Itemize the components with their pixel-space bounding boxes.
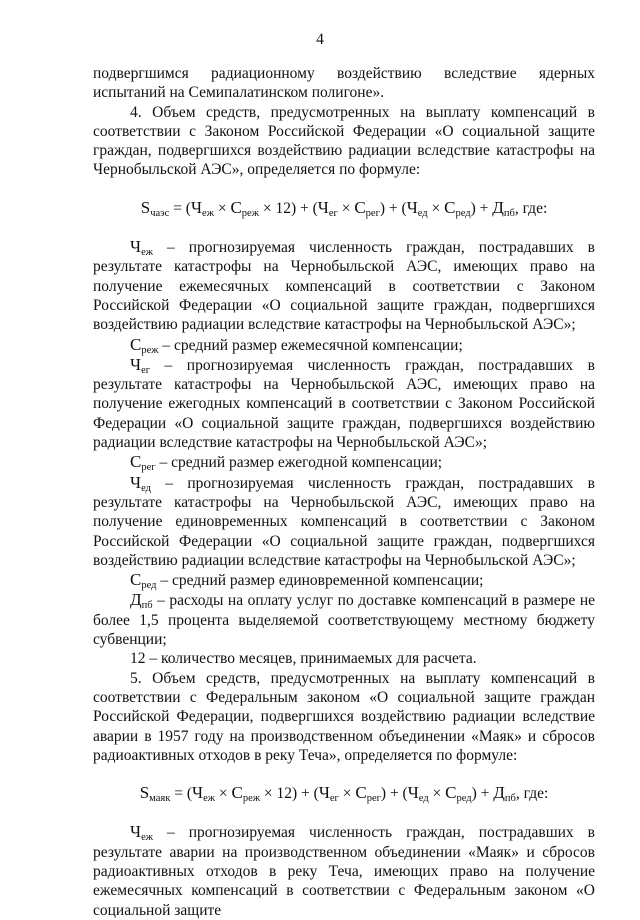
paragraph-item-5-intro: 5. Объем средств, предусмотренных на выплату компенсаций в соответствии с Федеральным законом «О социальной защите граждан Российской Федерации, подвергшихся воздействию радиации вследствие аварии в 1957 году на производственном объединении «Маяк» и сбросов радиоактивных отходов в реку Теча», определяется по формуле:: [93, 669, 595, 764]
formula-symbol: С: [230, 197, 242, 217]
definition-subscript: еж: [141, 247, 153, 259]
definition-c-reg: [93, 452, 595, 472]
definition-c-rezh: [93, 335, 595, 355]
formula-operator: ) +: [471, 785, 494, 803]
definition-text: – средний размер единовременной компенсации;: [156, 572, 484, 590]
formula-operator: = (: [170, 785, 192, 803]
formula-subscript: чаэс: [150, 207, 170, 219]
definition-c-red: [93, 570, 595, 590]
formula-operator: ) + (: [380, 785, 408, 803]
definition-subscript: еж: [141, 832, 153, 844]
formula-symbol: Ч: [407, 783, 419, 803]
definition-ch-eg: [93, 355, 595, 452]
formula-operator: = (: [169, 199, 191, 217]
definition-symbol: С: [130, 334, 142, 354]
formula-subscript: ег: [329, 793, 339, 805]
paragraph-item-4-intro: 4. Объем средств, предусмотренных на выплату компенсаций в соответствии с Законом Российской Федерации «О социальной защите граждан, подвергшихся воздействию радиации вследствие катастрофы на Чернобыльской АЭС», определяется по формуле:: [93, 103, 595, 179]
paragraph-continuation: подвергшимся радиационному воздействию вследствие ядерных испытаний на Семипалатинском полигоне».: [93, 65, 595, 102]
definition-subscript: ед: [141, 482, 151, 494]
formula-subscript: ед: [417, 207, 428, 219]
formula-mayak: [93, 783, 595, 803]
formula-subscript: рег: [366, 793, 381, 805]
definition-subscript: реж: [141, 344, 159, 356]
definition-text: – прогнозируемая численность граждан, пострадавших в результате катастрофы на Чернобыльской АЭС, имеющих право на получение ежемесячных компенсаций в соответствии с Законом Российской Федерации «О социальной защите граждан, подвергшихся воздействию радиации вследствие катастрофы на Чернобыльской АЭС»;: [93, 239, 595, 334]
formula-operator: ×: [338, 785, 356, 803]
definition-symbol: Ч: [130, 822, 142, 842]
definition-text: – прогнозируемая численность граждан, пострадавших в результате аварии на производственном объединении «Маяк» и сбросов радиоактивных отходов в реку Теча, имеющих право на получение ежемесячных компенсаций в соответствии с Федеральным законом «О социальной защите: [93, 824, 595, 919]
formula-subscript: ред: [455, 207, 471, 219]
formula-operator: ×: [213, 199, 231, 217]
formula-symbol: С: [445, 783, 457, 803]
formula-symbol: Д: [492, 197, 504, 217]
formula-subscript: ег: [328, 207, 338, 219]
page-number: 4: [316, 31, 324, 48]
formula-subscript: ед: [418, 793, 429, 805]
formula-chernobyl: [93, 198, 595, 218]
formula-symbol: Ч: [317, 197, 329, 217]
definition-symbol: Д: [130, 590, 142, 610]
definition-subscript: ег: [141, 364, 151, 376]
formula-subscript: пб: [503, 207, 515, 219]
formula-operator: ) +: [470, 199, 493, 217]
definition-text: – прогнозируемая численность граждан, пострадавших в результате катастрофы на Чернобыльской АЭС, имеющих право на получение ежегодных компенсаций в соответствии с Законом Российской Федерации «О социальной защите граждан, подвергшихся воздействию радиации вследствие катастрофы на Чернобыльской АЭС»;: [93, 356, 595, 452]
formula-symbol: С: [354, 197, 366, 217]
formula-subscript: рег: [365, 207, 380, 219]
formula-subscript: реж: [242, 793, 260, 805]
formula-subscript: еж: [203, 793, 215, 805]
formula-subscript: реж: [241, 207, 259, 219]
formula-operator: × 12) + (: [258, 199, 318, 217]
formula-symbol: С: [355, 783, 367, 803]
definition-subscript: пб: [141, 600, 153, 612]
definition-ch-ezh-mayak: [93, 822, 595, 919]
formula-operator: ×: [214, 785, 232, 803]
definition-text: – средний размер ежемесячной компенсации;: [158, 336, 463, 354]
formula-operator: × 12) + (: [260, 785, 319, 803]
formula-symbol: С: [444, 197, 456, 217]
definition-symbol: С: [130, 570, 142, 590]
formula-operator: ×: [427, 199, 445, 217]
definition-text: – прогнозируемая численность граждан, пострадавших в результате катастрофы на Чернобыльской АЭС, имеющих право на получение единовременных компенсаций в соответствии с Законом Российской Федерации «О социальной защите граждан, подвергшихся воздействию радиации вследствие катастрофы на Чернобыльской АЭС»;: [93, 474, 595, 569]
formula-subscript: пб: [504, 793, 516, 805]
formula-subscript: еж: [202, 207, 214, 219]
definition-symbol: Ч: [130, 472, 142, 492]
formula-symbol: Ч: [192, 783, 204, 803]
formula-symbol: Ч: [406, 197, 418, 217]
formula-operator: , где:: [514, 199, 548, 217]
formula-symbol: S: [139, 783, 150, 803]
formula-symbol: S: [140, 197, 151, 217]
formula-symbol: Д: [493, 783, 505, 803]
definition-text: – средний размер ежегодной компенсации;: [155, 454, 443, 472]
formula-symbol: Ч: [318, 783, 330, 803]
formula-operator: ×: [428, 785, 446, 803]
definition-twelve: 12 – количество месяцев, принимаемых для расчета.: [130, 650, 477, 668]
definition-d-pb: [93, 590, 595, 649]
formula-operator: , где:: [515, 785, 549, 803]
definition-subscript: рег: [141, 462, 156, 474]
definition-symbol: Ч: [130, 354, 142, 374]
definition-symbol: Ч: [130, 237, 142, 257]
definition-text: – расходы на оплату услуг по доставке компенсаций в размере не более 1,5 процента выделяемой соответствующему местному бюджету субвенции;: [93, 592, 595, 649]
formula-subscript: маяк: [149, 793, 171, 805]
formula-operator: ×: [337, 199, 355, 217]
formula-symbol: Ч: [190, 197, 203, 217]
definition-symbol: С: [130, 452, 142, 472]
formula-subscript: ред: [456, 793, 472, 805]
definition-ch-ed: [93, 473, 595, 570]
formula-symbol: С: [231, 783, 243, 803]
definition-ch-ezh: [93, 237, 595, 334]
definition-subscript: ред: [141, 580, 157, 592]
formula-operator: ) + (: [379, 199, 407, 217]
document-body: [93, 64, 595, 920]
